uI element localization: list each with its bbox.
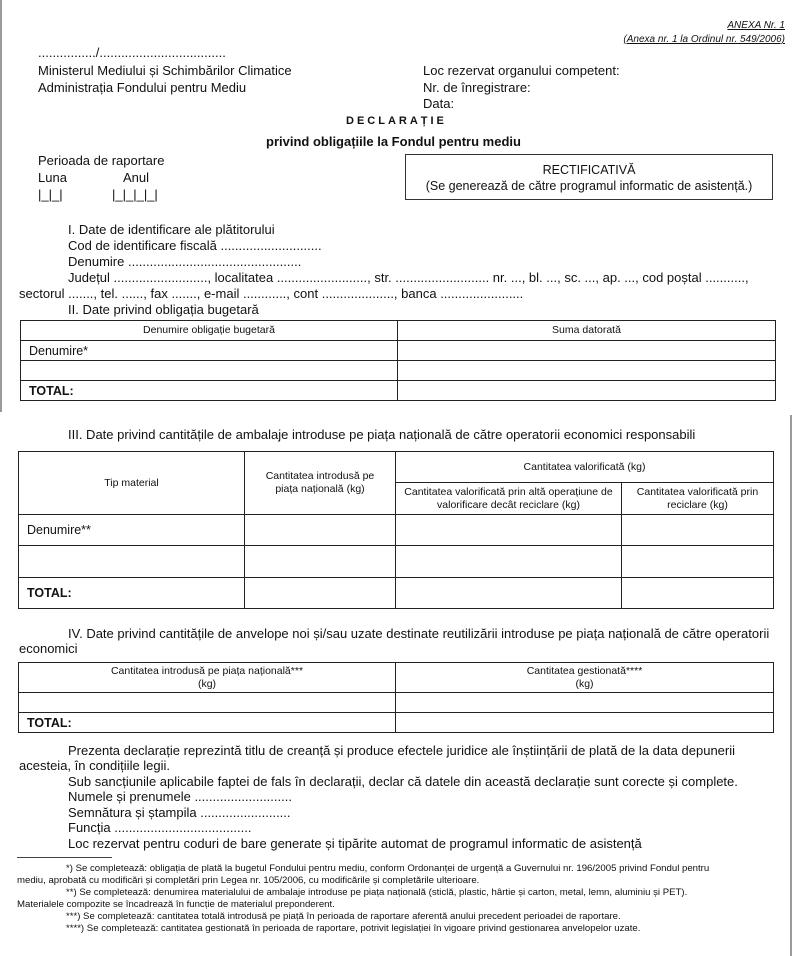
obligation-name-cell[interactable] xyxy=(21,361,398,381)
footnote-2-line-1: **) Se completează: denumirea materialului de ambalaje introduse pe piața națională (sticlă, plastic, hârtie și carton, metal, lemn, aluminiu și PET). xyxy=(66,887,688,898)
declaration-paragraph-line-2: acesteia, în condițiile legii. xyxy=(19,758,171,773)
material-name-cell[interactable] xyxy=(19,546,245,578)
document-title: DECLARAȚIE xyxy=(346,115,447,127)
column-header-obligation: Denumire obligație bugetară xyxy=(21,321,398,341)
column-header-recovered: Cantitatea valorificată (kg) xyxy=(396,452,774,483)
administration-name: Administrația Fondului pentru Mediu xyxy=(38,80,247,95)
month-input-boxes[interactable]: |_|_| xyxy=(38,187,63,202)
declaration-statement: Sub sancțiunile aplicabile faptei de fals în declarații, declar că datele din această declarație sunt corecte și complete. xyxy=(68,774,738,789)
material-name-cell[interactable]: Denumire** xyxy=(19,515,245,546)
obligation-amount-cell[interactable] xyxy=(398,361,776,381)
rectificativa-title: RECTIFICATIVĂ xyxy=(542,163,636,177)
name-field[interactable]: Denumire ................................................ xyxy=(68,254,302,269)
obligation-amount-cell[interactable] xyxy=(398,341,776,361)
total-tires-managed-cell[interactable] xyxy=(396,713,774,733)
obligation-name-cell[interactable]: Denumire* xyxy=(21,341,398,361)
budget-obligation-table xyxy=(20,320,776,401)
column-header-tires-introduced xyxy=(19,663,396,693)
rectificativa-box xyxy=(405,154,773,200)
recovered-recycle-cell[interactable] xyxy=(622,515,774,546)
annex-title: ANEXA Nr. 1 xyxy=(727,20,785,31)
section-2-heading: II. Date privind obligația bugetară xyxy=(68,302,259,317)
column-header-tires-managed xyxy=(396,663,774,693)
date-label: Data: xyxy=(423,96,455,111)
packaging-table xyxy=(18,451,774,609)
column-header-material: Tip material xyxy=(19,452,245,515)
fiscal-code-field[interactable]: Cod de identificare fiscală ............................ xyxy=(68,238,322,253)
total-amount-cell[interactable] xyxy=(398,381,776,401)
footnote-1-line-1: *) Se completează: obligația de plată la bugetul Fondului pentru mediu, conform Ordonanței de urgență a Guvernului nr. 196/2005 privind Fondul pentru xyxy=(66,863,710,874)
annex-reference: (Anexa nr. 1 la Ordinul nr. 549/2006) xyxy=(623,34,785,45)
section-1-heading: I. Date de identificare ale plătitorului xyxy=(68,222,275,237)
recovered-recycle-cell[interactable] xyxy=(622,546,774,578)
column-header-tires-managed-unit: (kg) xyxy=(575,677,594,690)
total-recovered-other-cell[interactable] xyxy=(396,578,622,609)
footnote-1-line-2: mediu, aprobată cu modificări și completări prin Legea nr. 105/2006, cu modificările și completările ulterioare. xyxy=(17,875,480,886)
declaration-paragraph-line-1: Prezenta declarație reprezintă titlu de creanță și produce efectele juridice ale înștiințării de plată de la data depunerii xyxy=(68,743,736,758)
section-4-heading-line-2: economici xyxy=(19,641,78,656)
tires-introduced-cell[interactable] xyxy=(19,693,396,713)
full-name-field[interactable]: Numele și prenumele ........................... xyxy=(68,789,292,804)
introduced-cell[interactable] xyxy=(245,515,396,546)
period-label: Perioada de raportare xyxy=(38,153,165,168)
footnote-separator xyxy=(17,857,112,858)
signature-field[interactable]: Semnătura și ștampila ......................... xyxy=(68,805,291,820)
registration-number-line[interactable]: ................/................................... xyxy=(38,45,226,60)
total-label: TOTAL: xyxy=(19,713,396,733)
column-header-tires-introduced-unit: (kg) xyxy=(197,677,217,690)
column-header-introduced: Cantitatea introdusă pe piața națională (kg) xyxy=(245,452,396,515)
registration-label: Nr. de înregistrare: xyxy=(423,80,531,95)
barcode-note: Loc rezervat pentru coduri de bare generate și tipărite automat de programul informatic de asistență xyxy=(68,836,642,851)
footnote-4: ****) Se completează: cantitatea gestionată în perioada de raportare, potrivit legislației în vigoare privind gestionarea anvelopelor uzate. xyxy=(66,923,641,934)
page-2-edge xyxy=(790,415,792,956)
recovered-other-cell[interactable] xyxy=(396,515,622,546)
column-header-recovered-other: Cantitatea valorificată prin altă operațiune de valorificare decât reciclare (kg) xyxy=(396,483,622,515)
rectificativa-note: (Se generează de către programul informatic de asistență.) xyxy=(425,179,753,193)
column-header-recovered-recycle: Cantitatea valorificată prin reciclare (kg) xyxy=(622,483,774,515)
footnote-3: ***) Se completează: cantitatea totală introdusă pe piață în perioada de raportare aferentă anului precedent perioadei de raportare. xyxy=(66,911,621,922)
recovered-other-cell[interactable] xyxy=(396,546,622,578)
section-4-heading-line-1: IV. Date privind cantitățile de anvelope noi și/sau uzate destinate reutilizării introduse pe piața națională de către operatorii xyxy=(68,626,770,641)
total-label: TOTAL: xyxy=(19,578,245,609)
address-line-2[interactable]: sectorul ......., tel. ......, fax ......., e-mail ............, cont ...................., banca ....................... xyxy=(19,286,524,301)
year-label: Anul xyxy=(123,170,150,185)
month-label: Luna xyxy=(38,170,67,185)
function-field[interactable]: Funcția ...................................... xyxy=(68,820,252,835)
page-1-edge xyxy=(0,0,2,412)
address-line-1[interactable]: Județul .........................., localitatea ........................., str. .......................... nr. ..., bl. ..., sc. ..., ap. ..., cod poștal ..........., xyxy=(68,270,749,285)
year-input-boxes[interactable]: |_|_|_|_| xyxy=(112,187,158,202)
tires-table xyxy=(18,662,774,733)
total-recovered-recycle-cell[interactable] xyxy=(622,578,774,609)
total-introduced-cell[interactable] xyxy=(245,578,396,609)
footnote-2-line-2: Materialele compozite se încadrează în funcție de materialul preponderent. xyxy=(17,899,335,910)
column-header-amount: Suma datorată xyxy=(398,321,776,341)
ministry-name: Ministerul Mediului și Schimbărilor Climatice xyxy=(38,63,292,78)
total-label: TOTAL: xyxy=(21,381,398,401)
reserved-label: Loc rezervat organului competent: xyxy=(423,63,620,78)
column-header-tires-managed-label: Cantitatea gestionată**** xyxy=(526,664,643,677)
tires-managed-cell[interactable] xyxy=(396,693,774,713)
section-3-heading: III. Date privind cantitățile de ambalaje introduse pe piața națională de către operatorii economici responsabili xyxy=(68,427,696,442)
document-subtitle: privind obligațiile la Fondul pentru mediu xyxy=(266,134,521,149)
introduced-cell[interactable] xyxy=(245,546,396,578)
column-header-tires-introduced-label: Cantitatea introdusă pe piața națională*** xyxy=(110,664,304,677)
